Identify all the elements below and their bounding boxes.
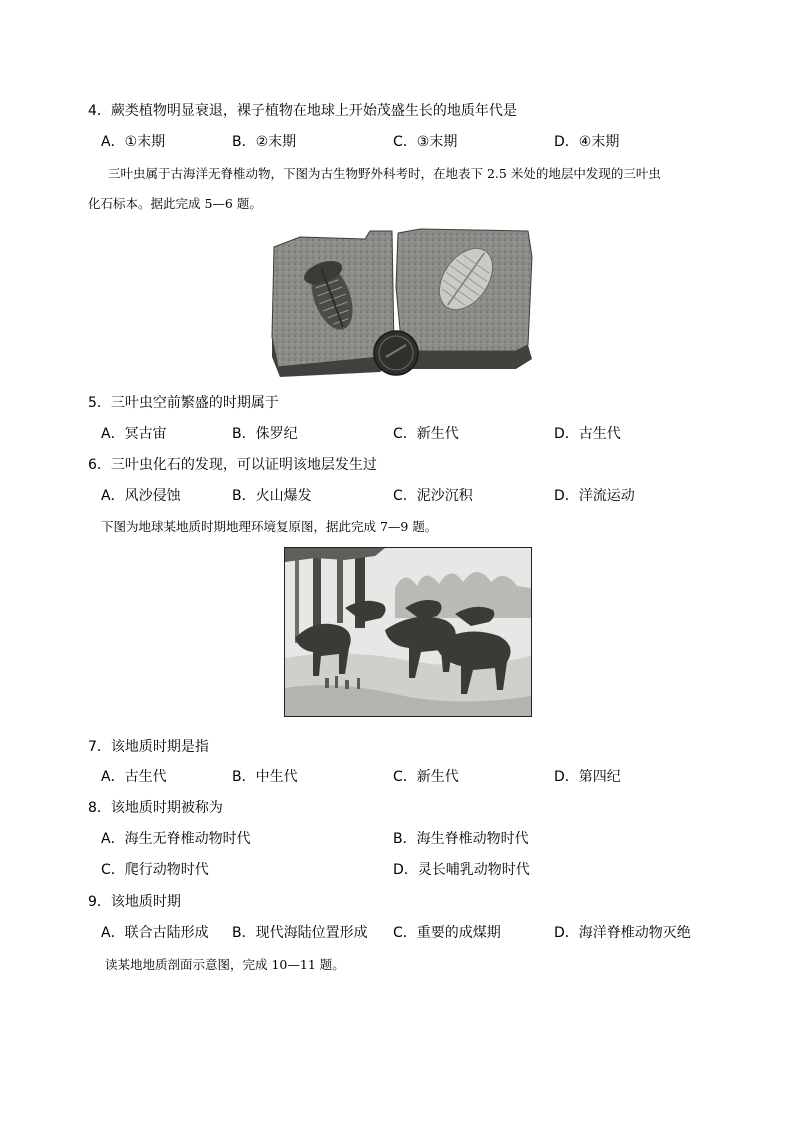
q8-option-a: A．海生无脊椎动物时代: [101, 831, 251, 847]
q8-option-d: D．灵长哺乳动物时代: [393, 862, 530, 878]
q5-option-d: D．古生代: [554, 426, 621, 442]
q6-option-c: C．泥沙沉积: [393, 488, 473, 504]
q5-option-c: C．新生代: [393, 426, 459, 442]
question-8-stem: 8．该地质时期被称为: [88, 800, 223, 816]
q8-option-b: B．海生脊椎动物时代: [393, 831, 529, 847]
q4-option-d: D．④末期: [554, 134, 620, 150]
q7-option-d: D．第四纪: [554, 769, 621, 785]
q5-option-a: A．冥古宙: [101, 426, 167, 442]
question-5-stem: 5．三叶虫空前繁盛的时期属于: [88, 395, 279, 411]
q4-option-c: C．③末期: [393, 134, 458, 150]
intro-5-6-line2: 化石标本。据此完成 5—6 题。: [88, 196, 262, 211]
dinosaur-scene-image: [284, 547, 532, 717]
q6-option-a: A．风沙侵蚀: [101, 488, 181, 504]
question-9-stem: 9．该地质时期: [88, 894, 181, 910]
q9-option-c: C．重要的成煤期: [393, 925, 501, 941]
q8-option-c: C．爬行动物时代: [101, 862, 209, 878]
q7-option-b: B．中生代: [232, 769, 298, 785]
intro-10-11-line1: 读某地地质剖面示意图，完成 10—11 题。: [105, 957, 345, 972]
question-4-stem: 4．蕨类植物明显衰退，裸子植物在地球上开始茂盛生长的地质年代是: [88, 103, 517, 119]
intro-5-6-line1: 三叶虫属于古海洋无脊椎动物，下图为古生物野外科考时，在地表下 2.5 米处的地层中发现的三叶虫: [108, 166, 661, 181]
q9-option-b: B．现代海陆位置形成: [232, 925, 368, 941]
trilobite-fossil-image: [270, 227, 536, 379]
q6-option-b: B．火山爆发: [232, 488, 312, 504]
q7-option-c: C．新生代: [393, 769, 459, 785]
intro-7-9-line1: 下图为地球某地质时期地理环境复原图，据此完成 7—9 题。: [101, 519, 438, 534]
q6-option-d: D．洋流运动: [554, 488, 635, 504]
question-6-stem: 6．三叶虫化石的发现，可以证明该地层发生过: [88, 457, 377, 473]
q9-option-a: A．联合古陆形成: [101, 925, 209, 941]
q4-option-b: B．②末期: [232, 134, 297, 150]
q5-option-b: B．侏罗纪: [232, 426, 298, 442]
q9-option-d: D．海洋脊椎动物灭绝: [554, 925, 691, 941]
q4-option-a: A．①末期: [101, 134, 166, 150]
q7-option-a: A．古生代: [101, 769, 167, 785]
question-7-stem: 7．该地质时期是指: [88, 739, 209, 755]
